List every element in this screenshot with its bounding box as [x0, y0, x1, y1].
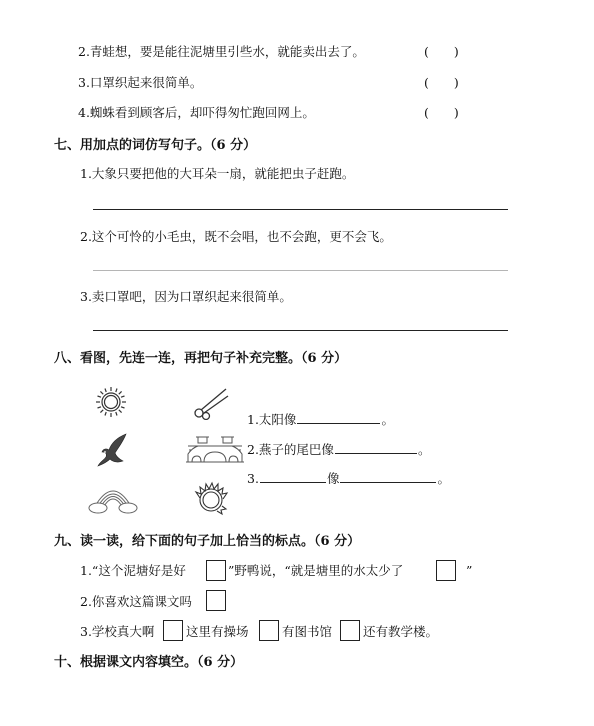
compare-blank-3b[interactable] [340, 481, 436, 483]
judge-item-4: 4.蜘蛛看到顾客后，却吓得匆忙跑回网上。 [78, 105, 315, 120]
punct-box-6[interactable] [340, 620, 360, 641]
punct-line-3-a: 3.学校真大啊 [80, 624, 155, 639]
compare-blank-1[interactable] [297, 422, 380, 424]
punct-line-2-a: 2.你喜欢这篇课文吗 [80, 594, 192, 609]
punct-line-3-b: 这里有操场 [186, 624, 249, 639]
judge-answer-paren-2[interactable]: ( ) [424, 44, 459, 59]
bridge-icon[interactable] [186, 432, 244, 470]
imitate-sentence-2: 2.这个可怜的小毛虫，既不会唱，也不会跑，更不会飞。 [80, 229, 392, 244]
imitate-sentence-3: 3.卖口罩吧，因为口罩织起来很简单。 [80, 289, 292, 304]
answer-line-3[interactable] [93, 330, 508, 331]
compare-line-1-prefix: 1.太阳像 [247, 412, 297, 427]
compare-blank-3a[interactable] [260, 481, 326, 483]
judge-item-2: 2.青蛙想，要是能往泥塘里引些水，就能卖出去了。 [78, 44, 365, 59]
scissors-icon[interactable] [192, 386, 230, 420]
rainbow-icon[interactable] [88, 480, 138, 516]
imitate-sentence-1: 1.大象只要把他的大耳朵一扇，就能把虫子赶跑。 [80, 166, 355, 181]
fire-ring-icon[interactable] [190, 478, 230, 518]
section-10-title: 十、根据课文内容填空。（6 分） [54, 655, 244, 670]
punct-box-4[interactable] [163, 620, 183, 641]
punct-box-3[interactable] [206, 590, 226, 611]
swallow-icon[interactable] [96, 430, 132, 470]
answer-line-2[interactable] [93, 270, 508, 271]
punct-box-2[interactable] [436, 560, 456, 581]
punct-line-3-d: 还有教学楼。 [363, 624, 439, 639]
compare-line-1-suffix: 。 [381, 412, 394, 427]
compare-line-2-suffix: 。 [417, 442, 431, 457]
answer-line-1[interactable] [93, 209, 508, 210]
judge-item-3: 3.口罩织起来很简单。 [78, 75, 203, 90]
compare-line-3 [247, 473, 450, 486]
section-8-title: 八、看图，先连一连，再把句子补充完整。（6 分） [54, 351, 348, 366]
compare-line-2-prefix: 2.燕子的尾巴像 [247, 442, 334, 457]
compare-line-3-prefix: 3. [247, 471, 259, 486]
section-7-title: 七、用加点的词仿写句子。（6 分） [54, 138, 257, 153]
punct-box-5[interactable] [259, 620, 279, 641]
punct-line-1-b: ”野鸭说，“就是塘里的水太少了 [228, 563, 404, 578]
punct-line-1-c: ” [466, 563, 473, 578]
compare-line-1 [247, 414, 394, 427]
punct-line-1-a: 1.“这个泥塘好是好 [80, 563, 186, 578]
compare-line-3-middle: 像 [326, 471, 340, 486]
compare-line-2 [247, 444, 430, 457]
compare-blank-2[interactable] [335, 452, 417, 454]
section-9-title: 九、读一读，给下面的句子加上恰当的标点。（6 分） [54, 534, 361, 549]
judge-answer-paren-3[interactable]: ( ) [424, 75, 459, 90]
sun-icon[interactable] [94, 385, 128, 419]
punct-line-3-c: 有图书馆 [282, 624, 333, 639]
compare-line-3-suffix: 。 [437, 471, 450, 486]
judge-answer-paren-4[interactable]: ( ) [424, 105, 459, 120]
punct-box-1[interactable] [206, 560, 226, 581]
